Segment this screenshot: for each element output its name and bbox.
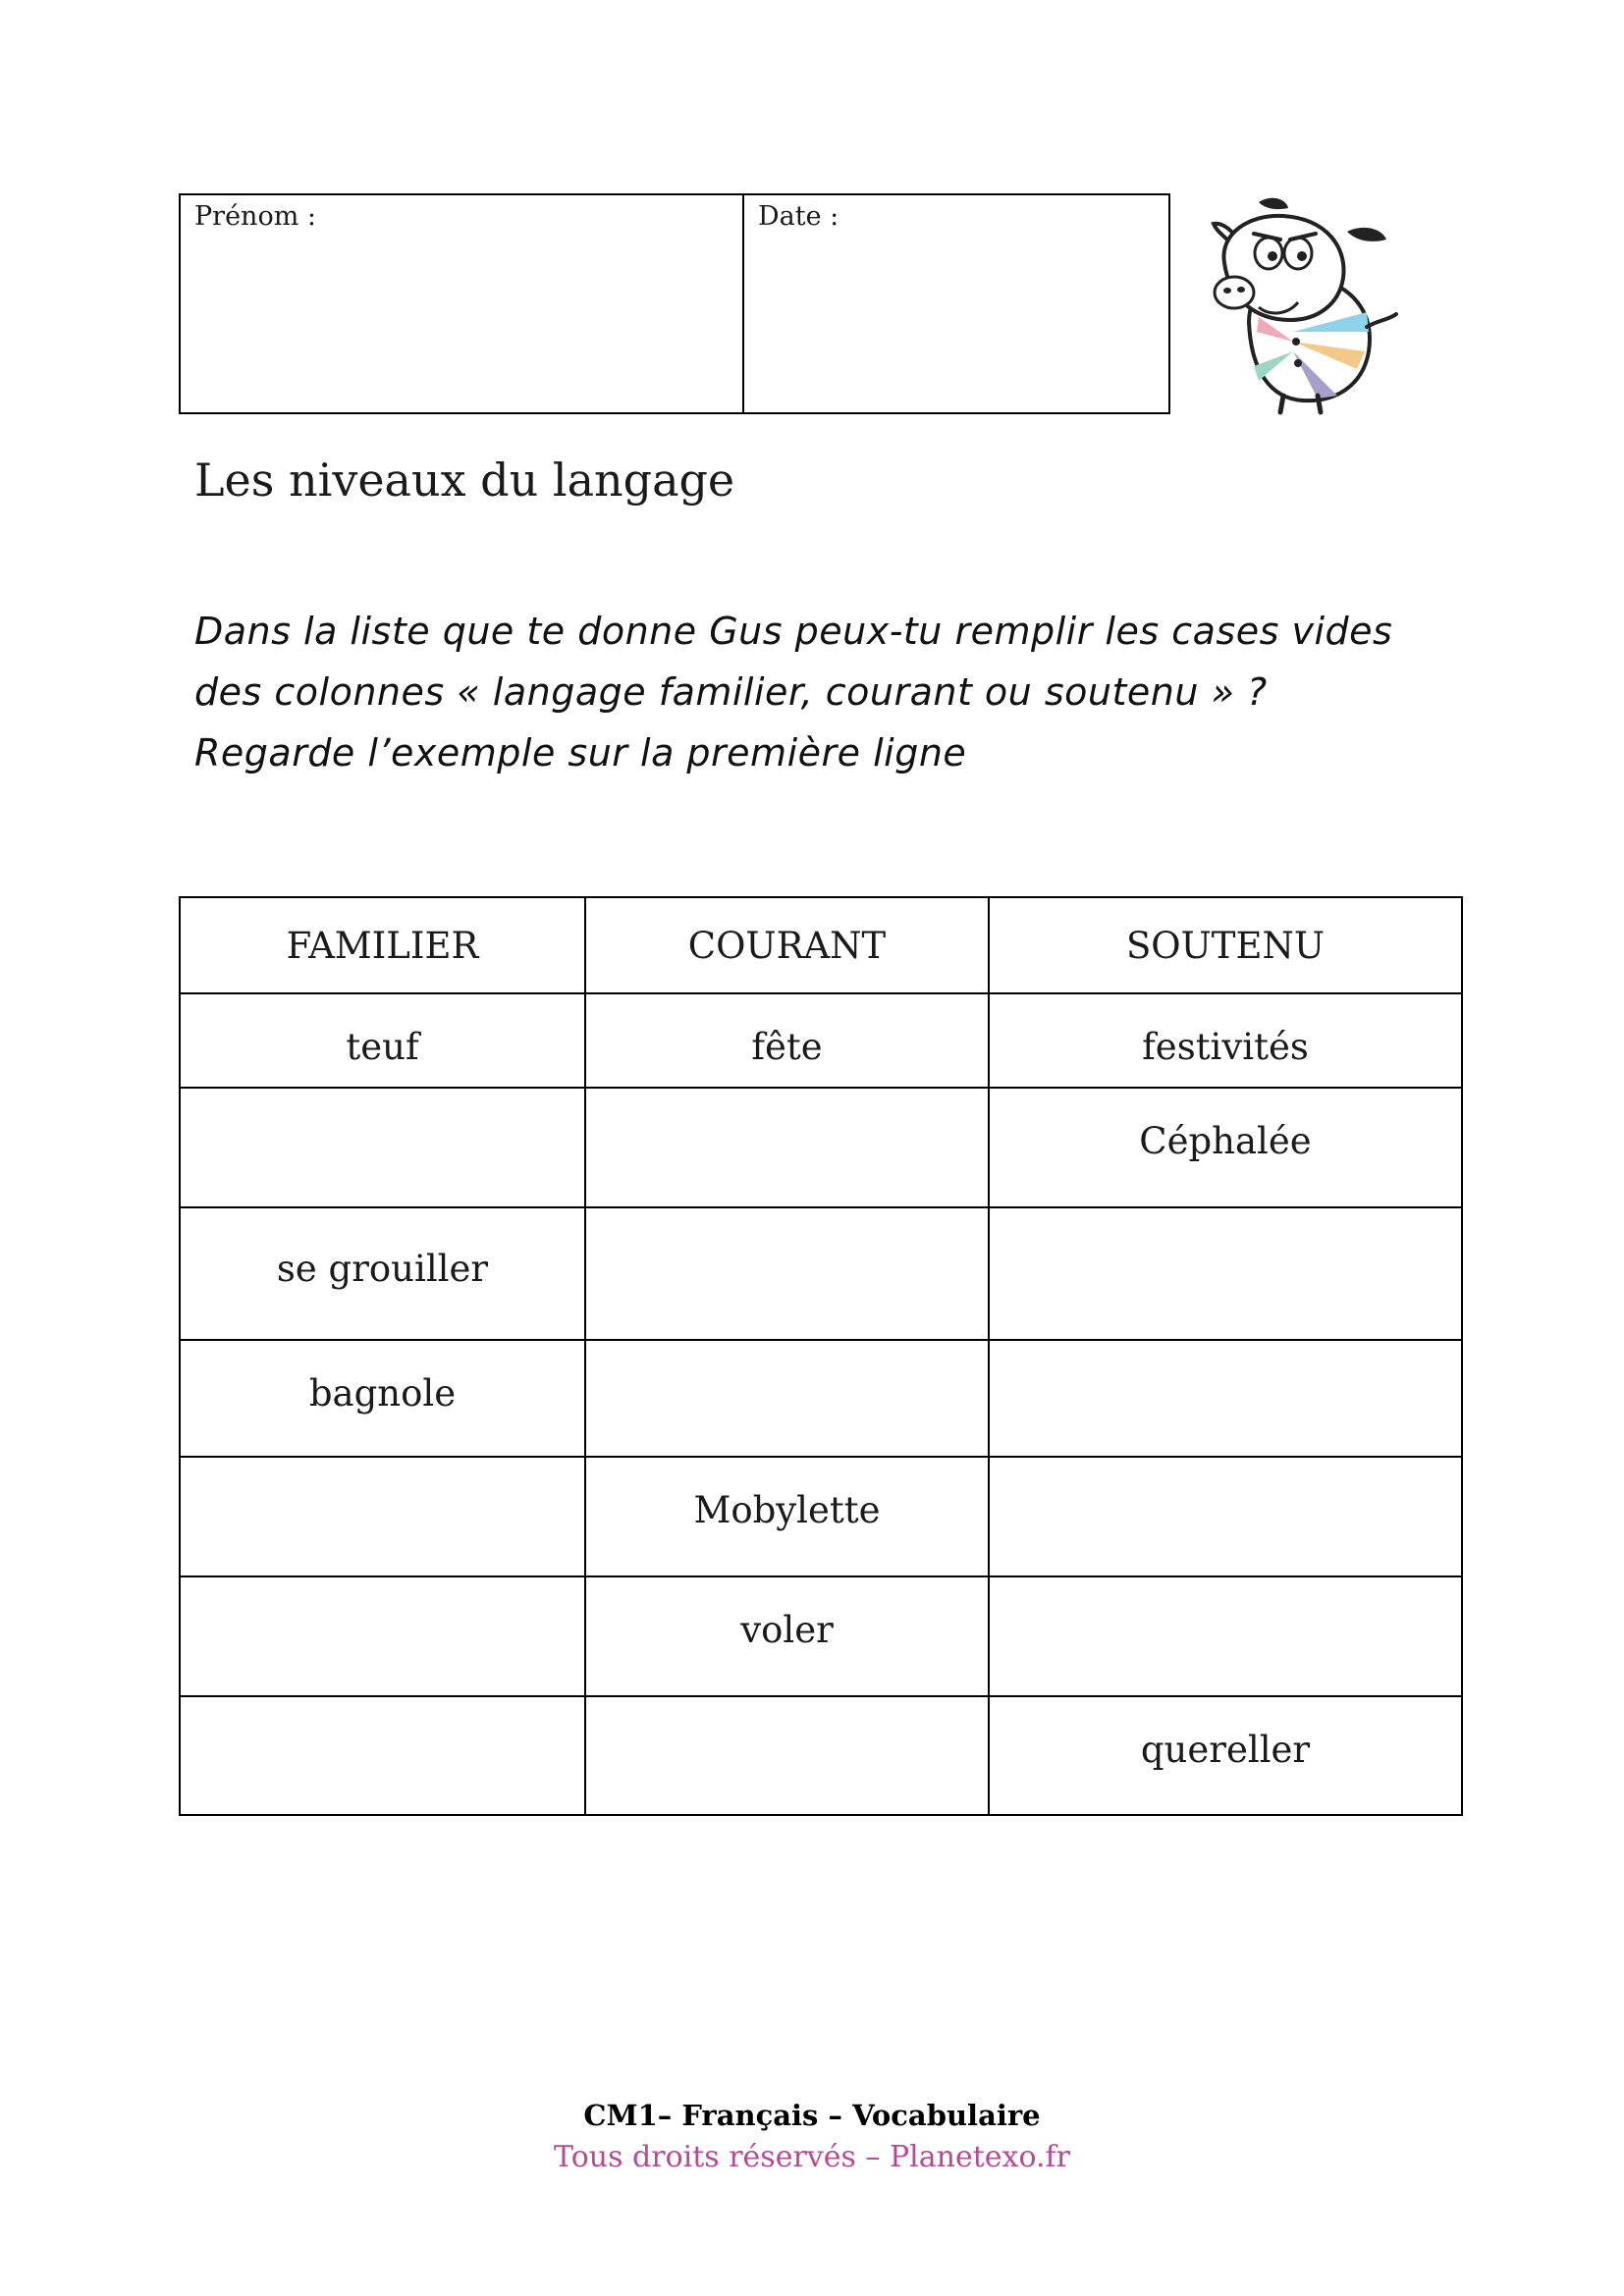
table-cell [585, 1457, 989, 1576]
table-cell[interactable] [180, 1576, 585, 1696]
cell-text: Céphalée [1139, 1120, 1312, 1162]
cell-text [586, 1341, 988, 1372]
cell-text: bagnole [308, 1372, 457, 1415]
table-cell [585, 1576, 989, 1696]
cell-text [990, 1341, 1461, 1372]
table-cell[interactable] [585, 1696, 989, 1815]
table-cell [989, 993, 1462, 1088]
page-title: Les niveaux du langage [194, 454, 735, 507]
table-cell [989, 1088, 1462, 1207]
cell-text: festivités [1142, 1026, 1309, 1068]
cell-text: fête [751, 1026, 823, 1068]
vocabulary-table [179, 896, 1463, 1816]
header-soutenu: SOUTENU [989, 897, 1462, 993]
student-info-box [179, 193, 1170, 414]
first-name-label: Prénom : [194, 201, 316, 232]
table-row [180, 1207, 1462, 1340]
table-header-row [180, 897, 1462, 993]
header-familier: FAMILIER [180, 897, 585, 993]
cell-text [990, 1577, 1461, 1609]
cell-text: quereller [1140, 1729, 1311, 1771]
cell-text [990, 1458, 1461, 1489]
cell-text: se grouiller [276, 1248, 489, 1290]
cell-text [181, 1089, 584, 1120]
cell-text [181, 1577, 584, 1609]
cell-text [586, 1208, 988, 1240]
table-row [180, 993, 1462, 1088]
cell-text [586, 1697, 988, 1729]
cell-text [181, 1458, 584, 1489]
cell-text: teuf [346, 1026, 419, 1068]
table-row [180, 1340, 1462, 1457]
footer-copyright: Tous droits réservés – Planetexo.fr [554, 2140, 1070, 2174]
table-cell [989, 1696, 1462, 1815]
table-cell[interactable] [585, 1207, 989, 1340]
header-courant: COURANT [585, 897, 989, 993]
date-label: Date : [758, 201, 839, 232]
table-cell[interactable] [989, 1340, 1462, 1457]
date-field[interactable] [744, 195, 1168, 412]
table-cell [180, 993, 585, 1088]
table-cell[interactable] [989, 1576, 1462, 1696]
table-cell[interactable] [585, 1088, 989, 1207]
table-cell [180, 1340, 585, 1457]
cell-text: voler [740, 1609, 834, 1651]
first-name-field[interactable] [181, 195, 744, 412]
table-cell [180, 1207, 585, 1340]
table-row [180, 1457, 1462, 1576]
table-cell[interactable] [989, 1457, 1462, 1576]
cell-text [181, 1697, 584, 1729]
instruction-text: Dans la liste que te donne Gus peux-tu remplir les cases vides des colonnes « langage familier, courant ou soutenu » ? Regarde l’exemple sur la première ligne [194, 610, 1393, 774]
cell-text [586, 1089, 988, 1120]
footer-course-label: CM1– Français – Vocabulaire [583, 2099, 1041, 2132]
table-cell[interactable] [180, 1088, 585, 1207]
sheep-mascot-icon [1200, 194, 1411, 415]
table-cell[interactable] [180, 1457, 585, 1576]
table-cell[interactable] [585, 1340, 989, 1457]
cell-text: Mobylette [693, 1489, 881, 1531]
table-cell [585, 993, 989, 1088]
table-row [180, 1576, 1462, 1696]
cell-text [990, 1208, 1461, 1240]
table-cell[interactable] [180, 1696, 585, 1815]
table-row [180, 1088, 1462, 1207]
table-row [180, 1696, 1462, 1815]
table-cell[interactable] [989, 1207, 1462, 1340]
